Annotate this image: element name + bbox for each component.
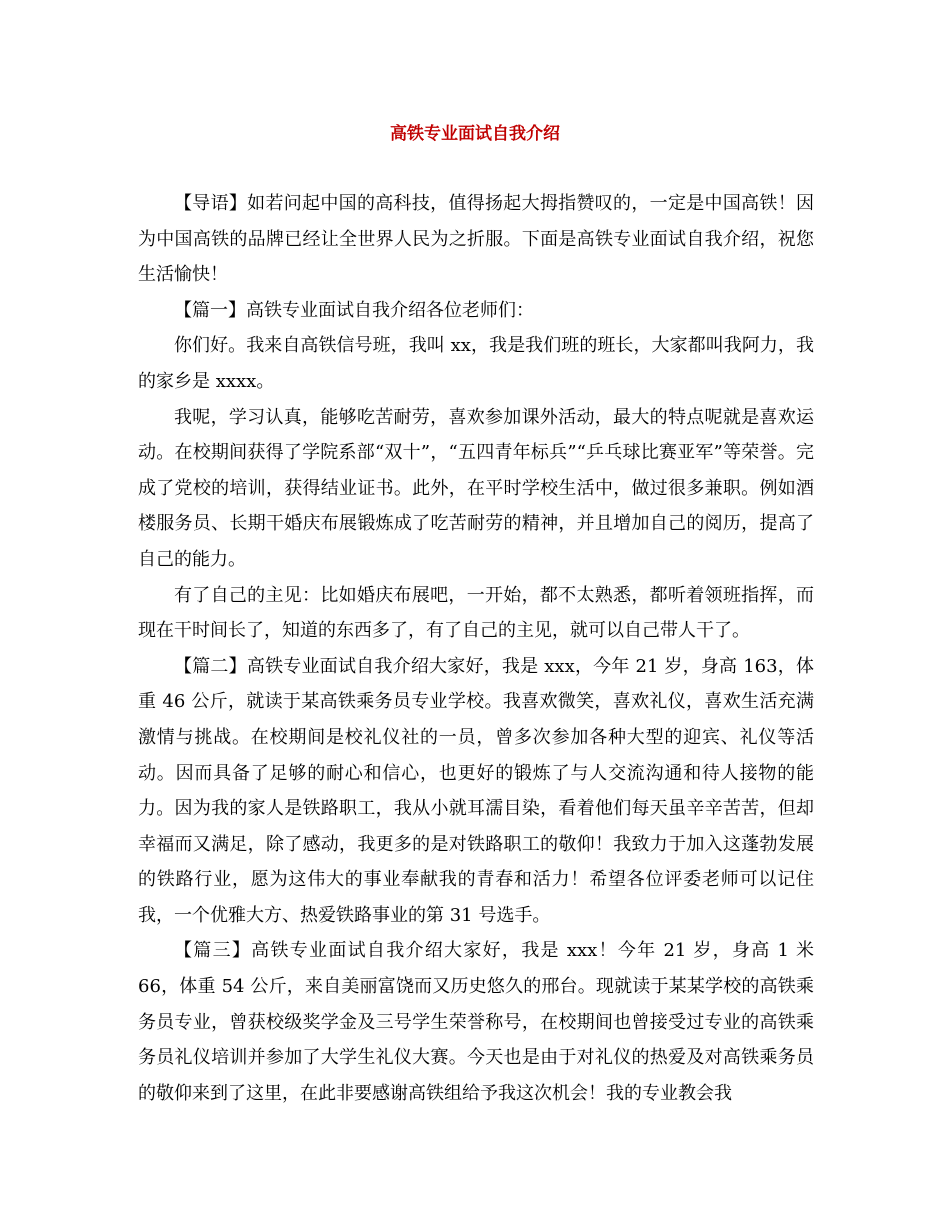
paragraph-part1-greeting: 你们好。我来自高铁信号班，我叫 xx，我是我们班的班长，大家都叫我阿力，我的家乡是 xxxx。 [138,335,814,392]
document-title: 高铁专业面试自我介绍 [390,124,560,144]
paragraph-part1-heading: 【篇一】高铁专业面试自我介绍各位老师们： [174,299,534,321]
paragraph-part3: 【篇三】高铁专业面试自我介绍大家好，我是 xxx！今年 21 岁，身高 1 米 66，体重 54 公斤，来自美丽富饶而又历史悠久的邢台。现就读于某某学校的高铁乘务员专业，曾获校级奖学金及三号学生荣誉称号，在校期间也曾接受过专业的高铁乘务员礼仪培训并参加了大学生礼仪大赛。今天也是由于对礼仪的热爱及对高铁乘务员的敬仰来到了这里，在此非要感谢高铁组给予我这次机会！我的专业教会我 [138,940,814,1104]
paragraph-intro: 【导语】如若问起中国的高科技，值得扬起大拇指赞叹的，一定是中国高铁！因为中国高铁的品牌已经让全世界人民为之折服。下面是高铁专业面试自我介绍，祝您生活愉快！ [138,193,814,286]
document-body [138,186,814,1111]
paragraph-part2: 【篇二】高铁专业面试自我介绍大家好，我是 xxx，今年 21 岁，身高 163，体重 46 公斤，就读于某高铁乘务员专业学校。我喜欢微笑，喜欢礼仪，喜欢生活充满激情与挑战。在校期间是校礼仪社的一员，曾多次参加各种大型的迎宾、礼仪等活动。因而具备了足够的耐心和信心，也更好的锻炼了与人交流沟通和待人接物的能力。因为我的家人是铁路职工，我从小就耳濡目染，看着他们每天虽辛辛苦苦，但却幸福而又满足，除了感动，我更多的是对铁路职工的敬仰！我致力于加入这蓬勃发展的铁路行业，愿为这伟大的事业奉献我的青春和活力！希望各位评委老师可以记住我，一个优雅大方、热爱铁路事业的第 31 号选手。 [138,655,814,926]
paragraph-part1-strengths: 我呢，学习认真，能够吃苦耐劳，喜欢参加课外活动，最大的特点呢就是喜欢运动。在校期间获得了学院系部“双十”，“五四青年标兵”“乒乓球比赛亚军”等荣誉。完成了党校的培训，获得结业证书。此外，在平时学校生活中，做过很多兼职。例如酒楼服务员、长期干婚庆布展锻炼成了吃苦耐劳的精神，并且增加自己的阅历，提高了自己的能力。 [138,406,814,570]
paragraph-part1-opinion: 有了自己的主见：比如婚庆布展吧，一开始，都不太熟悉，都听着领班指挥，而现在干时间长了，知道的东西多了，有了自己的主见，就可以自己带人干了。 [138,584,814,642]
